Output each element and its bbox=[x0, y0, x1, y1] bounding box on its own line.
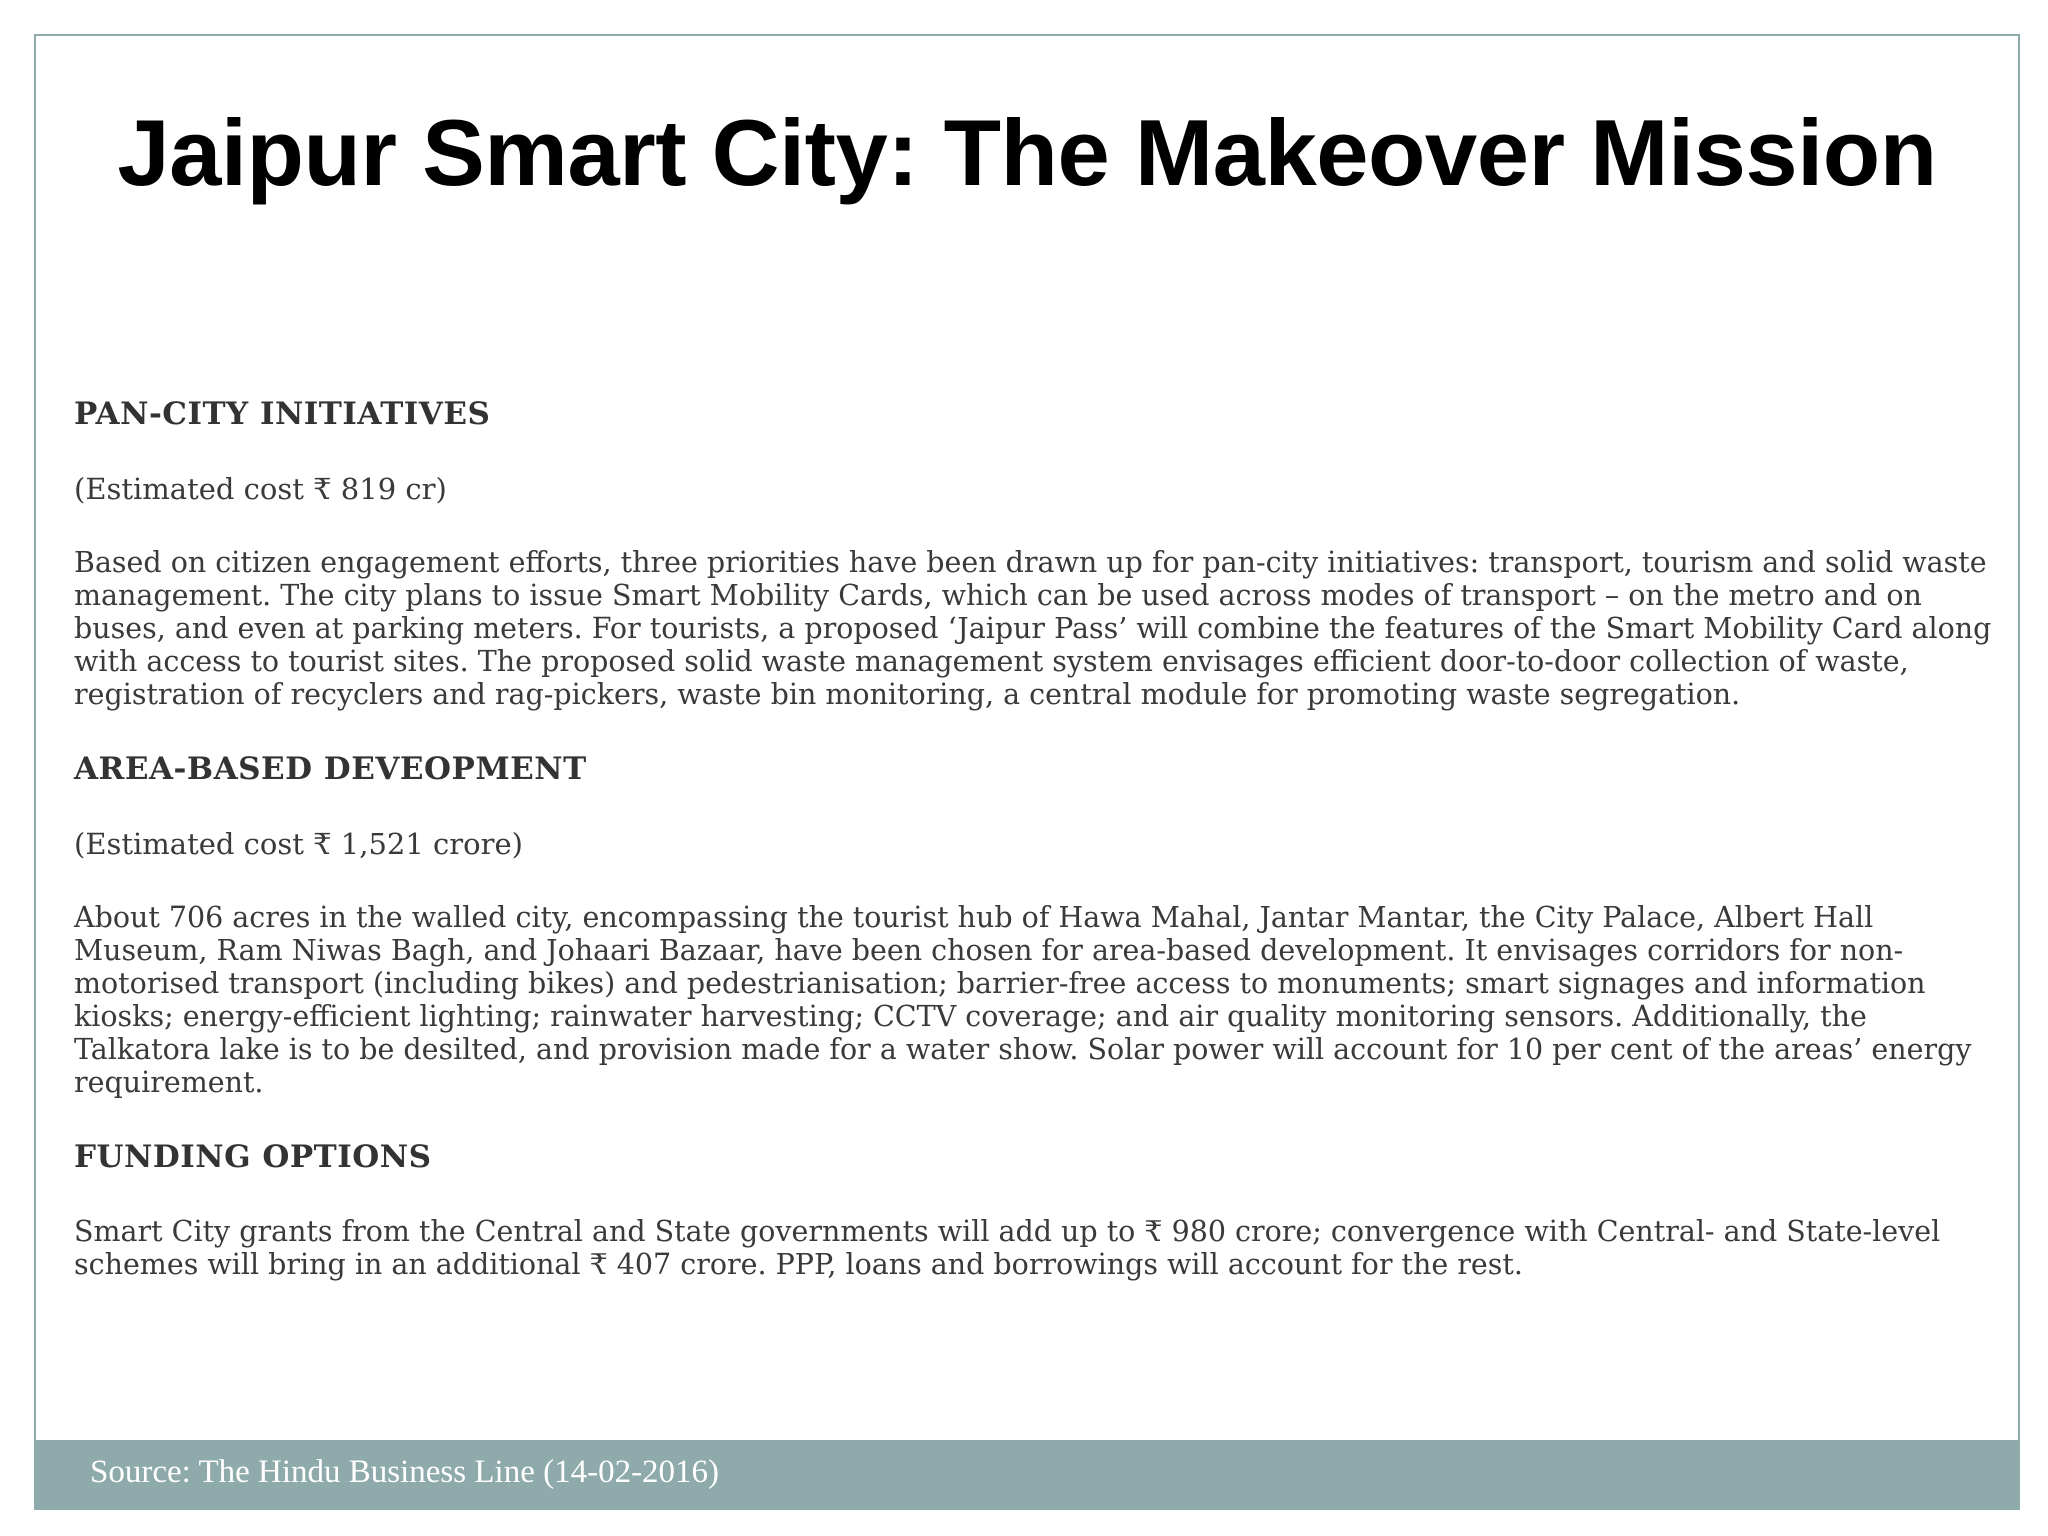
section-heading: PAN-CITY INITIATIVES bbox=[74, 396, 491, 432]
source-caption: Source: The Hindu Business Line (14-02-2016) bbox=[90, 1454, 720, 1490]
section-funding bbox=[74, 1139, 2034, 1281]
section-body: About 706 acres in the walled city, encompassing the tourist hub of Hawa Mahal, Jantar Mantar, the City Palace, Albert Hall Museum, Ram Niwas Bagh, and Johaari Bazaar, have been chosen for area-based development. It envisages corridors for non-motorised transport (including bikes) and pedestrianisation; barrier-free access to monuments; smart signages and information kiosks; energy-efficient lighting; rainwater harvesting; CCTV coverage; and air quality monitoring sensors. Additionally, the Talkatora lake is to be desilted, and provision made for a water show. Solar power will account for 10 per cent of the areas’ energy requirement. bbox=[74, 901, 1972, 1099]
article-content bbox=[74, 396, 2034, 1321]
article-image bbox=[36, 344, 2018, 1442]
section-body: Based on citizen engagement efforts, three priorities have been drawn up for pan-city initiatives: transport, tourism and solid waste management. The city plans to issue Smart Mobility Cards, which can be used across modes of transport – on the metro and on buses, and even at parking meters. For tourists, a proposed ‘Jaipur Pass’ will combine the features of the Smart Mobility Card along with access to tourist sites. The proposed solid waste management system envisages efficient door-to-door collection of waste, registration of recyclers and rag-pickers, waste bin monitoring, a central module for promoting waste segregation. bbox=[74, 546, 1992, 711]
slide bbox=[34, 34, 2020, 1510]
section-cost: (Estimated cost ₹ 1,521 crore) bbox=[74, 827, 523, 861]
section-heading: AREA-BASED DEVEOPMENT bbox=[74, 751, 587, 787]
section-body: Smart City grants from the Central and State governments will add up to ₹ 980 crore; convergence with Central- and State-level schemes will bring in an additional ₹ 407 crore. PPP, loans and borrowings will account for the rest. bbox=[74, 1215, 1941, 1281]
section-heading: FUNDING OPTIONS bbox=[74, 1139, 432, 1175]
slide-title: Jaipur Smart City: The Makeover Mission bbox=[117, 100, 1937, 205]
section-area-based bbox=[74, 751, 2034, 1099]
footer-bar bbox=[36, 1440, 2018, 1508]
section-pan-city bbox=[74, 396, 2034, 711]
section-cost: (Estimated cost ₹ 819 cr) bbox=[74, 472, 447, 506]
